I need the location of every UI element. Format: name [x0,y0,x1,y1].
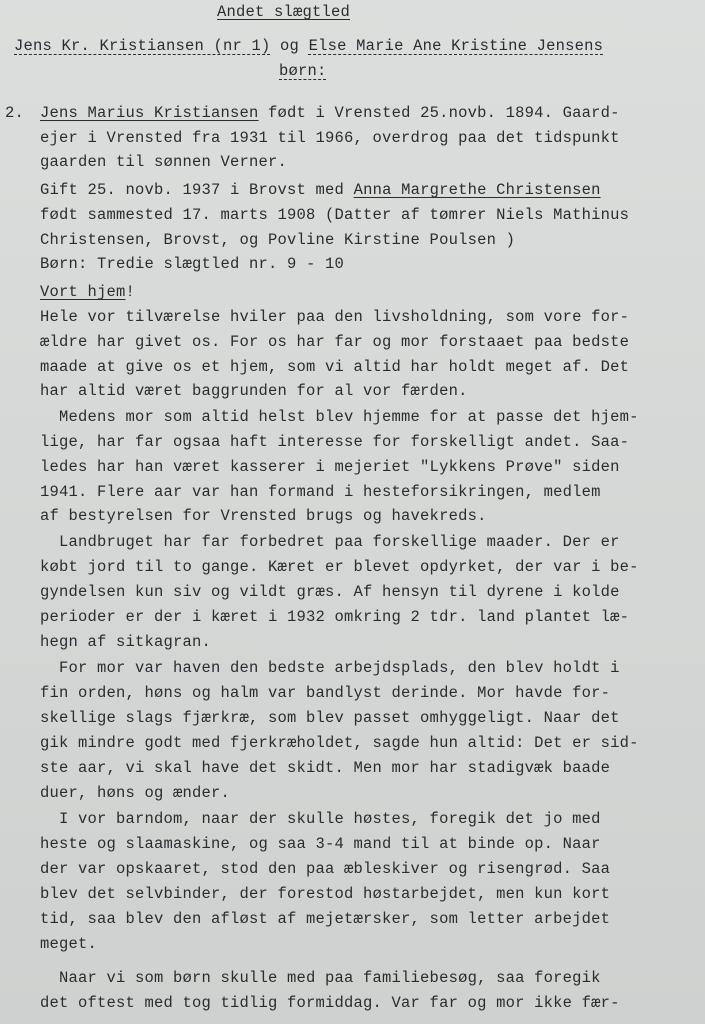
entry-line-7: Børn: Tredie slægtled nr. 9 - 10 [40,255,345,273]
entry-line-1-rest: født i Vrensted 25.novb. 1894. Gaard- [258,104,620,122]
entry-person-name: Jens Marius Kristiansen [40,104,259,122]
body-line: ledes har han været kasserer i mejeriet "Lykkens Prøve" siden [40,458,620,476]
body-line: maade at give os et hjem, som vi altid har holdt meget af. Det [40,358,630,376]
body-line: duer, høns og ænder. [40,784,231,802]
entry-line-3: gaarden til sønnen Verner. [40,153,288,171]
entry-line-5: født sammested 17. marts 1908 (Datter af tømrer Niels Mathinus [40,206,630,224]
spouse-name: Anna Margrethe Christensen [353,181,601,199]
body-line: perioder er der i kæret i 1932 omkring 2 tdr. land plantet læ- [40,608,630,626]
body-line: 1941. Flere aar var han formand i hesteforsikringen, medlem [40,483,601,501]
body-line: meget. [40,935,98,953]
section-title-suffix: ! [125,283,136,301]
body-line: heste og slaamaskine, og saa 3-4 mand til at binde op. Naar [40,835,601,853]
body-line: har altid været baggrunden for al vor færden. [40,382,468,400]
body-line: lige, har far ogsaa haft interesse for forskelligt andet. Saa- [40,433,630,451]
body-line: Landbruget har far forbedret paa forskellige maader. Der er [40,533,620,551]
body-line: fin orden, høns og halm var bandlyst derinde. Mor havde for- [40,684,611,702]
body-line: ældre har givet os. For os har far og mor forstaaet paa bedste [40,333,630,351]
body-line: der var opskaaret, stod den paa æbleskiver og risengrød. Saa [40,860,611,878]
parents-line-1 [14,36,603,56]
section-title [40,282,135,302]
body-line: tid, saa blev den afløst af mejetærsker, som letter arbejdet [40,910,611,928]
body-line: Naar vi som børn skulle med paa familiebesøg, saa foregik [40,969,601,987]
section-title-text: Vort hjem [40,283,126,301]
entry-line-2: ejer i Vrensted fra 1931 til 1966, overdrog paa det tidspunkt [40,129,620,147]
mother-name: Else Marie Ane Kristine Jensens [308,37,604,55]
body-line: skellige slags fjærkræ, som blev passet omhyggeligt. Naar det [40,709,620,727]
body-line: gik mindre godt med fjerkræholdet, sagde hun altid: Det er sid- [40,734,639,752]
body-line: Medens mor som altid helst blev hjemme for at passe det hjem- [40,408,639,426]
body-line: blev det selvbinder, der forestod høstarbejdet, men kun kort [40,885,611,903]
generation-title: Andet slægtled [217,3,351,21]
entry-line-4 [40,180,601,200]
entry-number: 2. [5,104,25,122]
body-line: hegn af sitkagran. [40,633,212,651]
marriage-text: Gift 25. novb. 1937 i Brovst med [40,181,354,199]
body-line: købt jord til to gange. Kæret er blevet opdyrket, der var i be- [40,558,639,576]
entry-line-1 [40,103,620,123]
body-line: For mor var haven den bedste arbejdsplads, den blev holdt i [40,659,620,677]
parents-line-2: børn: [279,62,327,80]
body-line: gyndelsen kun siv og vildt græs. Af hensyn til dyrene i kolde [40,583,620,601]
body-line: det oftest med tog tidlig formiddag. Var far og mor ikke fær- [40,994,620,1012]
body-line: Hele vor tilværelse hviler paa den livsholdning, som vore for- [40,308,630,326]
father-name: Jens Kr. Kristiansen (nr 1) [14,37,271,55]
body-line: I vor barndom, naar der skulle høstes, foregik det jo med [40,810,601,828]
body-line: af bestyrelsen for Vrensted brugs og havekreds. [40,507,487,525]
body-line: ste aar, vi skal have det skidt. Men mor har stadigvæk baade [40,759,611,777]
parents-conjunction: og [270,37,309,55]
entry-line-6: Christensen, Brovst, og Povline Kirstine Poulsen ) [40,231,516,249]
